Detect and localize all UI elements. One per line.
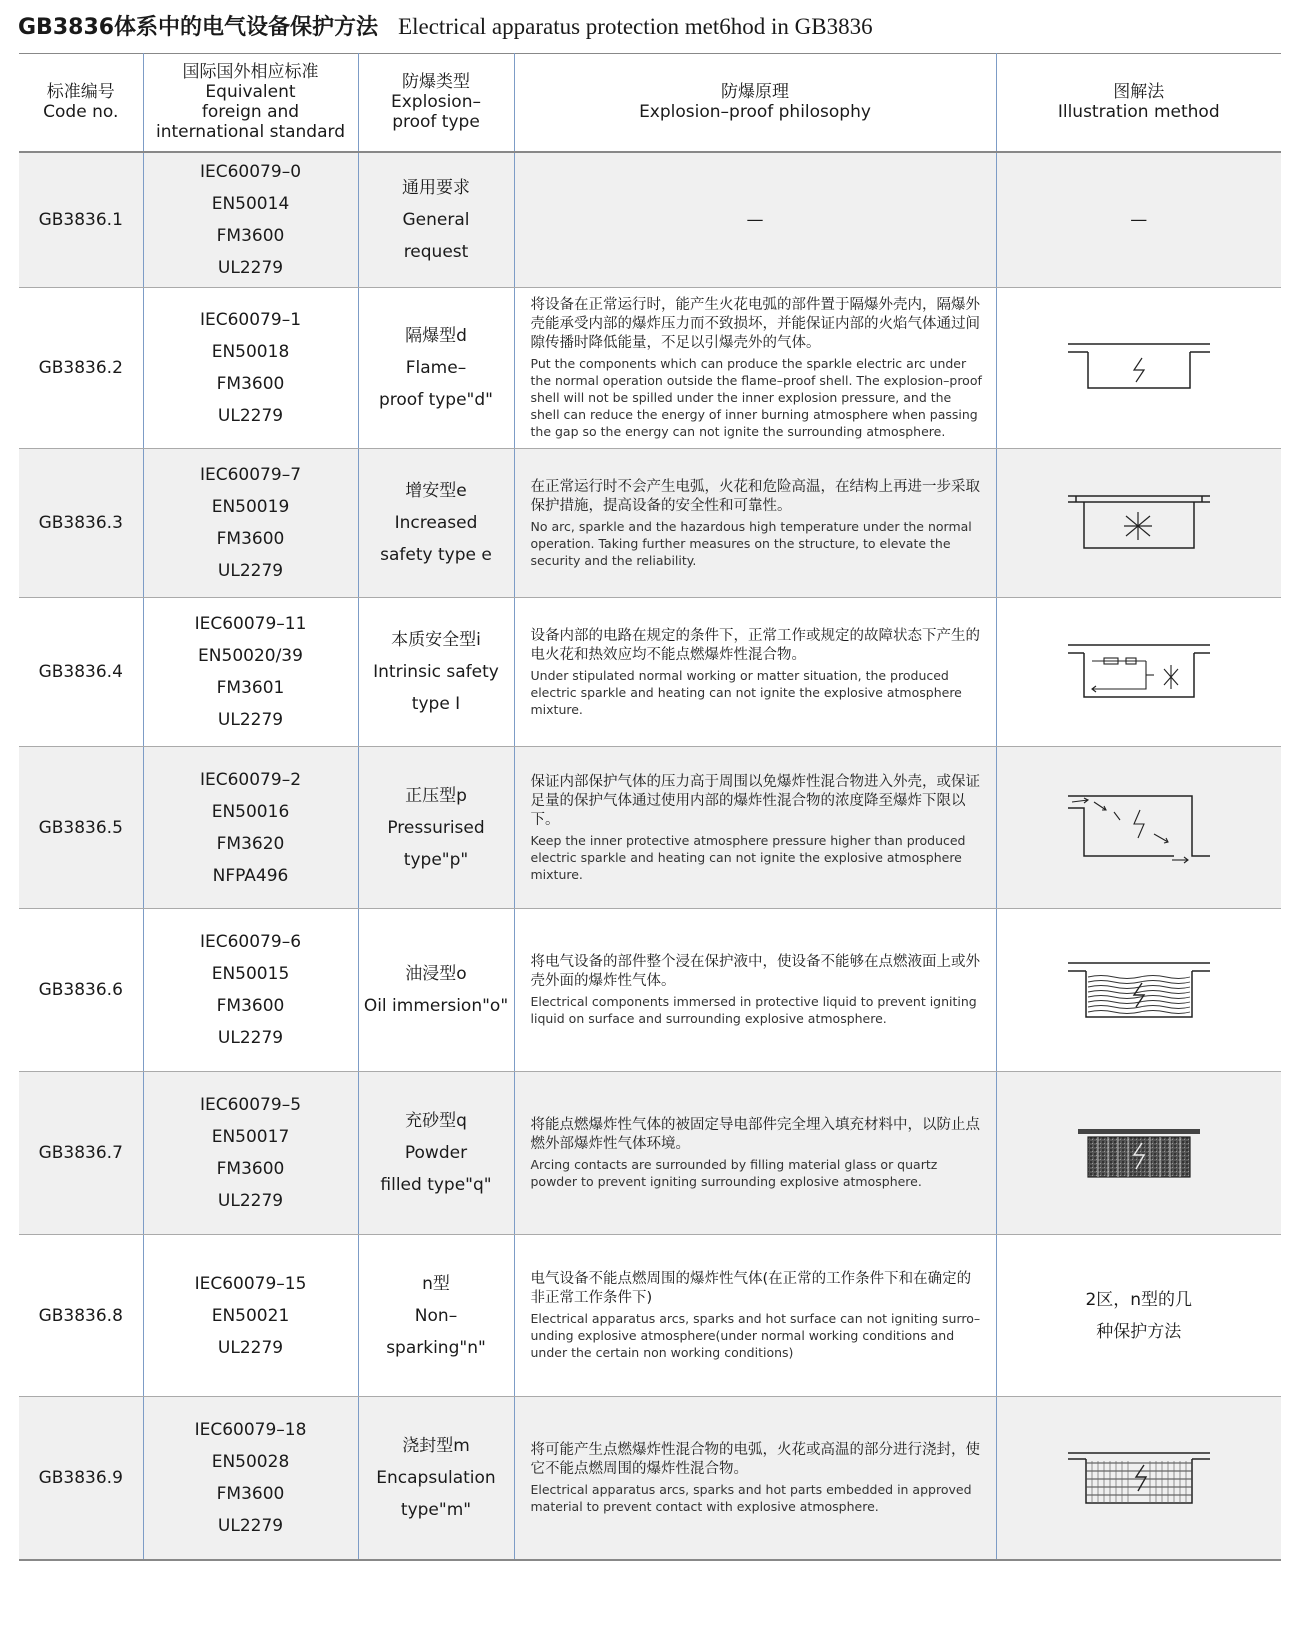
standards-cell: IEC60079–5 EN50017 FM3600 UL2279 xyxy=(143,1072,358,1235)
header-philosophy: 防爆原理 Explosion–proof philosophy xyxy=(514,54,996,152)
philosophy-cell: 设备内部的电路在规定的条件下，正常工作或规定的故障状态下产生的电火花和热效应均不能点燃爆炸性混合物。 Under stipulated normal working or matter situation, the produced electric sparkle and heating can not ignite the explosive atmosphere mixture. xyxy=(514,598,996,747)
page-title-cn: GB3836体系中的电气设备保护方法 xyxy=(18,15,379,40)
table-row xyxy=(19,1397,1281,1560)
type-cell: 浇封型m Encapsulation type"m" xyxy=(358,1397,514,1560)
code-cell: GB3836.4 xyxy=(19,598,143,747)
standards-cell: IEC60079–18 EN50028 FM3600 UL2279 xyxy=(143,1397,358,1560)
increased-safety-icon xyxy=(1064,490,1214,556)
standards-cell: IEC60079–2 EN50016 FM3620 NFPA496 xyxy=(143,747,358,909)
illustration-cell xyxy=(996,598,1281,747)
code-cell: GB3836.3 xyxy=(19,449,143,598)
standards-cell: IEC60079–0 EN50014 FM3600 UL2279 xyxy=(143,152,358,288)
standards-cell: IEC60079–11 EN50020/39 FM3601 UL2279 xyxy=(143,598,358,747)
philosophy-cell: 在正常运行时不会产生电弧，火花和危险高温，在结构上再进一步采取保护措施，提高设备的安全性和可靠性。 No arc, sparkle and the hazardous high temperature under the normal operation. Taking further measures on the structure, to elevate the security and the reliability. xyxy=(514,449,996,598)
header-intl-standard: 国际国外相应标准 Equivalent foreign and international standard xyxy=(143,54,358,152)
table-row xyxy=(19,1072,1281,1235)
standards-cell: IEC60079–7 EN50019 FM3600 UL2279 xyxy=(143,449,358,598)
illustration-cell xyxy=(996,1397,1281,1560)
table-row xyxy=(19,909,1281,1072)
encapsulation-icon xyxy=(1064,1447,1214,1509)
type-cell: 隔爆型d Flame– proof type"d" xyxy=(358,288,514,449)
table-row xyxy=(19,598,1281,747)
philosophy-cell: 保证内部保护气体的压力高于周围以免爆炸性混合物进入外壳，或保证足量的保护气体通过使用内部的爆炸性混合物的浓度降至爆炸下限以下。 Keep the inner protective atmosphere pressure higher than produced electric sparkle and heating can not ignite the explosive atmosphere mixture. xyxy=(514,747,996,909)
page-title-en: Electrical apparatus protection met6hod in GB3836 xyxy=(398,14,873,39)
philosophy-cell: 电气设备不能点燃周围的爆炸性气体(在正常的工作条件下和在确定的非正常工作条件下) Electrical apparatus arcs, sparks and hot surface can not igniting surro–unding explosive atmosphere(under normal working conditions and under the certain non working conditions) xyxy=(514,1235,996,1397)
code-cell: GB3836.7 xyxy=(19,1072,143,1235)
illustration-cell xyxy=(996,449,1281,598)
code-cell: GB3836.9 xyxy=(19,1397,143,1560)
table-row xyxy=(19,449,1281,598)
code-cell: GB3836.5 xyxy=(19,747,143,909)
header-illustration: 图解法 Illustration method xyxy=(996,54,1281,152)
standards-cell: IEC60079–15 EN50021 UL2279 xyxy=(143,1235,358,1397)
illustration-cell xyxy=(996,288,1281,449)
protection-methods-table xyxy=(19,53,1281,1561)
illustration-cell xyxy=(996,909,1281,1072)
illustration-cell: 2区，n型的几 种保护方法 xyxy=(996,1235,1281,1397)
philosophy-cell: 将设备在正常运行时，能产生火花电弧的部件置于隔爆外壳内，隔爆外壳能承受内部的爆炸压力而不致损坏，并能保证内部的火焰气体通过间隙传播时降低能量，不足以引爆壳外的气体。 Put the components which can produce the sparkle electric arc under the normal operation outside the flame–proof shell. The explosion–proof shell will not be spilled under the inner explosion pressure, and the shell can reduce the energy of inner burning atmosphere when passing the gap so the energy can not ignite the surrounding atmosphere. xyxy=(514,288,996,449)
type-cell: 通用要求 General request xyxy=(358,152,514,288)
type-cell: 油浸型o Oil immersion"o" xyxy=(358,909,514,1072)
oil-immersion-icon xyxy=(1064,957,1214,1023)
philosophy-cell: — xyxy=(514,152,996,288)
code-cell: GB3836.6 xyxy=(19,909,143,1072)
powder-filled-icon xyxy=(1074,1125,1204,1181)
pressurised-icon xyxy=(1064,790,1214,866)
table-row xyxy=(19,747,1281,909)
type-cell: 充砂型q Powder filled type"q" xyxy=(358,1072,514,1235)
philosophy-cell: 将可能产生点燃爆炸性混合物的电弧，火花或高温的部分进行浇封，使它不能点燃周围的爆炸性混合物。 Electrical apparatus arcs, sparks and hot parts embedded in approved material to prevent contact with explosive atmosphere. xyxy=(514,1397,996,1560)
page-title xyxy=(18,10,873,41)
code-cell: GB3836.8 xyxy=(19,1235,143,1397)
type-cell: n型 Non– sparking"n" xyxy=(358,1235,514,1397)
table-row xyxy=(19,288,1281,449)
standards-cell: IEC60079–6 EN50015 FM3600 UL2279 xyxy=(143,909,358,1072)
table-row xyxy=(19,1235,1281,1397)
illustration-cell xyxy=(996,1072,1281,1235)
header-code: 标准编号 Code no. xyxy=(19,54,143,152)
header-explosion-type: 防爆类型 Explosion– proof type xyxy=(358,54,514,152)
philosophy-cell: 将能点燃爆炸性气体的被固定导电部件完全埋入填充材料中，以防止点燃外部爆炸性气体环境。 Arcing contacts are surrounded by filling material glass or quartz powder to prevent igniting surrounding explosive atmosphere. xyxy=(514,1072,996,1235)
type-cell: 本质安全型i Intrinsic safety type I xyxy=(358,598,514,747)
intrinsic-safety-icon xyxy=(1064,639,1214,705)
illustration-cell xyxy=(996,747,1281,909)
flameproof-enclosure-icon xyxy=(1064,338,1214,398)
table-row xyxy=(19,152,1281,288)
illustration-cell: — xyxy=(996,152,1281,288)
code-cell: GB3836.2 xyxy=(19,288,143,449)
type-cell: 正压型p Pressurised type"p" xyxy=(358,747,514,909)
table-header-row xyxy=(19,54,1281,152)
code-cell: GB3836.1 xyxy=(19,152,143,288)
standards-cell: IEC60079–1 EN50018 FM3600 UL2279 xyxy=(143,288,358,449)
type-cell: 增安型e Increased safety type e xyxy=(358,449,514,598)
philosophy-cell: 将电气设备的部件整个浸在保护液中，使设备不能够在点燃液面上或外壳外面的爆炸性气体。 Electrical components immersed in protective liquid to prevent igniting liquid on surface and surrounding explosive atmosphere. xyxy=(514,909,996,1072)
